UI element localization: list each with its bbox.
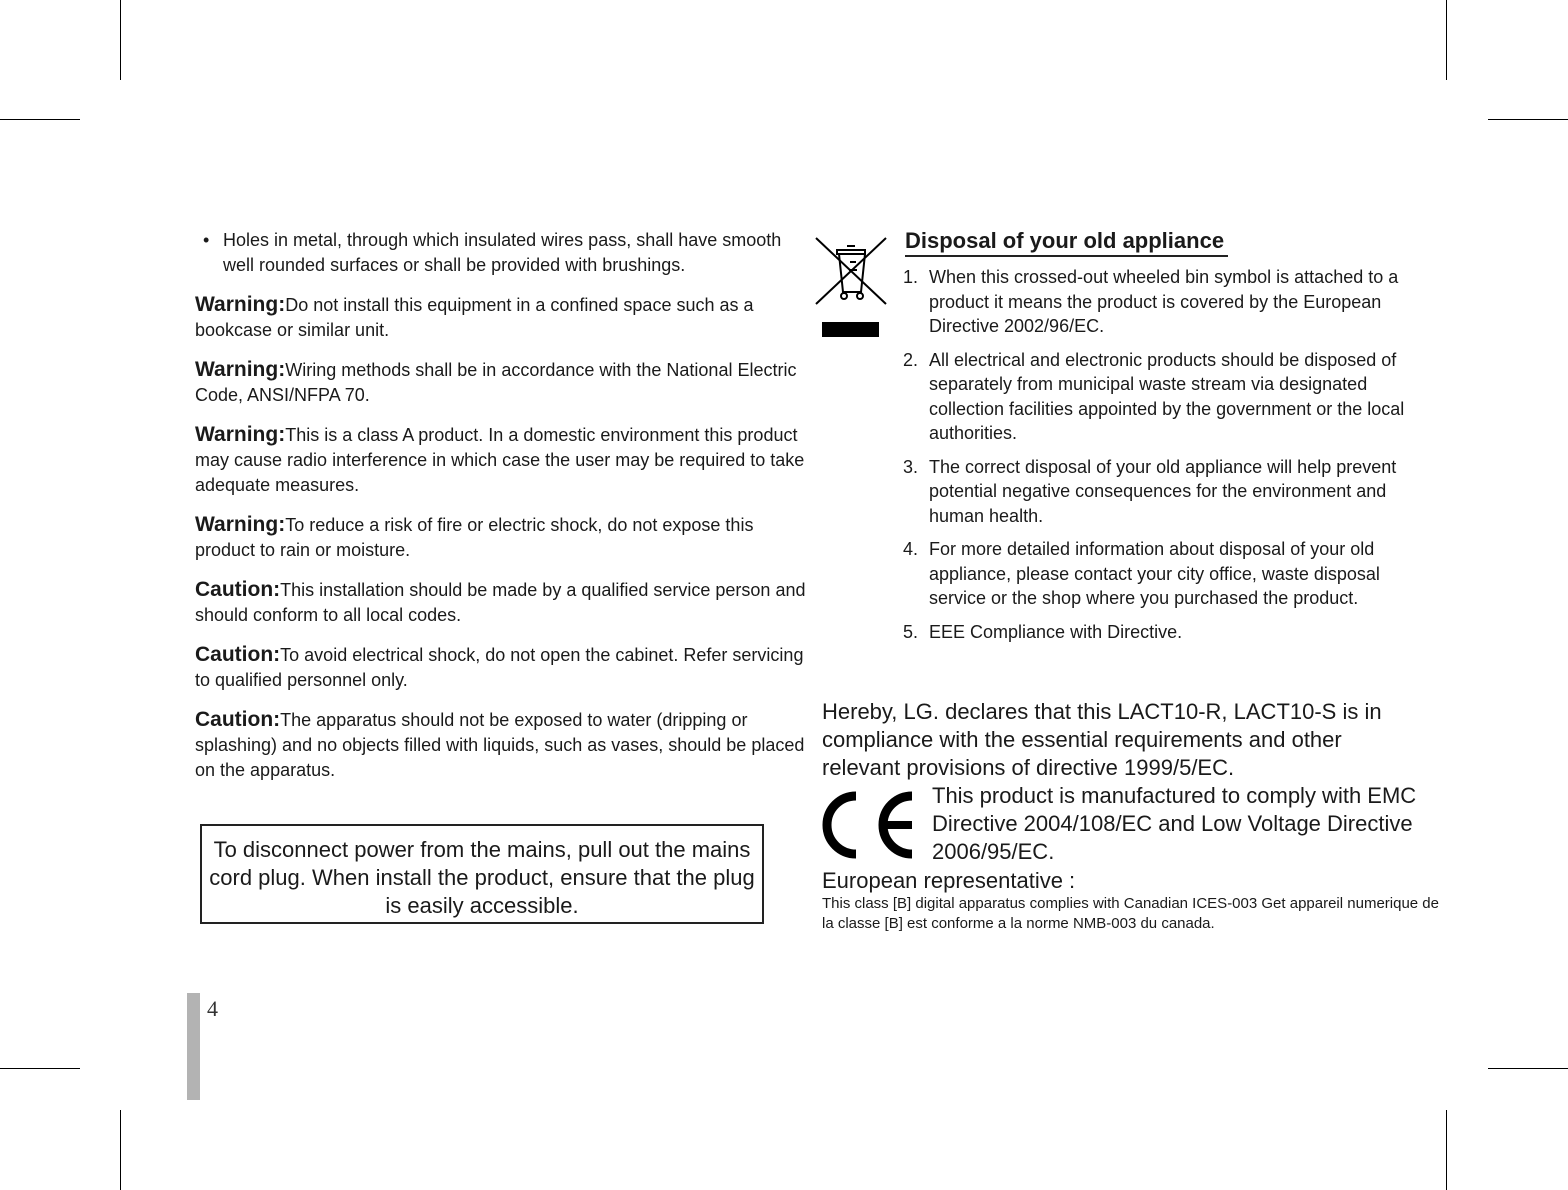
crop-mark (1446, 0, 1447, 80)
caution-note (195, 707, 815, 783)
list-item (903, 537, 1423, 611)
disconnect-notice-box: To disconnect power from the mains, pull out the mains cord plug. When install the product, ensure that the plug is easily accessible. (200, 824, 764, 924)
list-item (903, 265, 1423, 339)
declaration-text: Hereby, LG. declares that this LACT10-R, LACT10-S is in compliance with the essential requirements and other relevant provisions of directive 1999/5/EC. (822, 699, 1382, 780)
crop-mark (1488, 1068, 1568, 1069)
warning-note (195, 512, 815, 563)
crop-mark (120, 0, 121, 80)
page-number: 4 (207, 996, 218, 1021)
crop-mark (120, 1110, 121, 1190)
caution-note (195, 577, 815, 628)
crop-mark (0, 1068, 80, 1069)
note-text: This installation should be made by a qualified service person and should conform to all local codes. (195, 580, 806, 625)
item-text: The correct disposal of your old appliance will help prevent potential negative consequences for the environment and human health. (929, 456, 1397, 526)
page-number-bar (187, 993, 200, 1100)
list-item (903, 620, 1423, 645)
note-label: Warning: (195, 293, 286, 316)
warning-note (195, 357, 815, 408)
bullet-icon: • (203, 230, 210, 250)
crop-mark (1446, 1110, 1447, 1190)
item-text: For more detailed information about disposal of your old appliance, please contact your city office, waste disposal service or the shop where you purchased the product. (929, 539, 1380, 608)
note-text: The apparatus should not be exposed to water (dripping or splashing) and no objects filled with liquids, such as vases, should be placed on the apparatus. (195, 710, 805, 780)
european-representative: European representative : (822, 868, 1076, 893)
ce-compliance-text: This product is manufactured to comply with EMC Directive 2004/108/EC and Low Voltage Directive 2006/95/EC. (932, 783, 1417, 864)
note-text: To reduce a risk of fire or electric shock, do not expose this product to rain or moisture. (195, 515, 754, 560)
note-label: Warning: (195, 358, 286, 381)
item-number: 2. (903, 349, 919, 370)
note-label: Warning: (195, 513, 286, 536)
crop-mark (1488, 119, 1568, 120)
crossed-bin-icon (814, 236, 888, 306)
item-text: All electrical and electronic products should be disposed of separately from municipal waste stream via designated collection facilities appointed by the government or the local authorities. (929, 349, 1405, 443)
item-text: EEE Compliance with Directive. (929, 621, 1183, 642)
item-number: 5. (903, 621, 919, 642)
note-label: Caution: (195, 578, 281, 601)
disposal-list (903, 265, 1423, 653)
bullet-item (195, 228, 815, 278)
safety-column (195, 228, 815, 797)
canada-compliance-text: This class [B] digital apparatus complies with Canadian ICES-003 Get appareil numerique de la classe [B] est conforme a la norme NMB-003 du canada. (822, 895, 1439, 932)
item-number: 4. (903, 539, 919, 559)
note-label: Caution: (195, 708, 281, 731)
note-text: This is a class A product. In a domestic environment this product may cause radio interference in which case the user may be required to take adequate measures. (195, 425, 805, 495)
note-label: Warning: (195, 423, 286, 446)
bin-underline-bar (822, 322, 879, 337)
caution-note (195, 642, 815, 693)
note-text: To avoid electrical shock, do not open the cabinet. Refer servicing to qualified personnel only. (195, 645, 804, 690)
warning-note (195, 422, 815, 498)
note-text: Wiring methods shall be in accordance with the National Electric Code, ANSI/NFPA 70. (195, 360, 797, 405)
crop-mark (0, 119, 80, 120)
item-text: When this crossed-out wheeled bin symbol is attached to a product it means the product is covered by the European Directive 2002/96/EC. (929, 267, 1399, 336)
ce-mark-icon (822, 790, 918, 860)
item-number: 1. (903, 267, 919, 287)
note-label: Caution: (195, 643, 281, 666)
warning-note (195, 292, 815, 343)
note-text: Do not install this equipment in a confined space such as a bookcase or similar unit. (195, 295, 754, 340)
list-item (903, 455, 1423, 529)
disposal-heading: Disposal of your old appliance (905, 228, 1228, 257)
list-item (903, 348, 1423, 446)
bullet-text: Holes in metal, through which insulated wires pass, shall have smooth well rounded surfaces or shall be provided with brushings. (223, 230, 782, 275)
item-number: 3. (903, 456, 919, 477)
